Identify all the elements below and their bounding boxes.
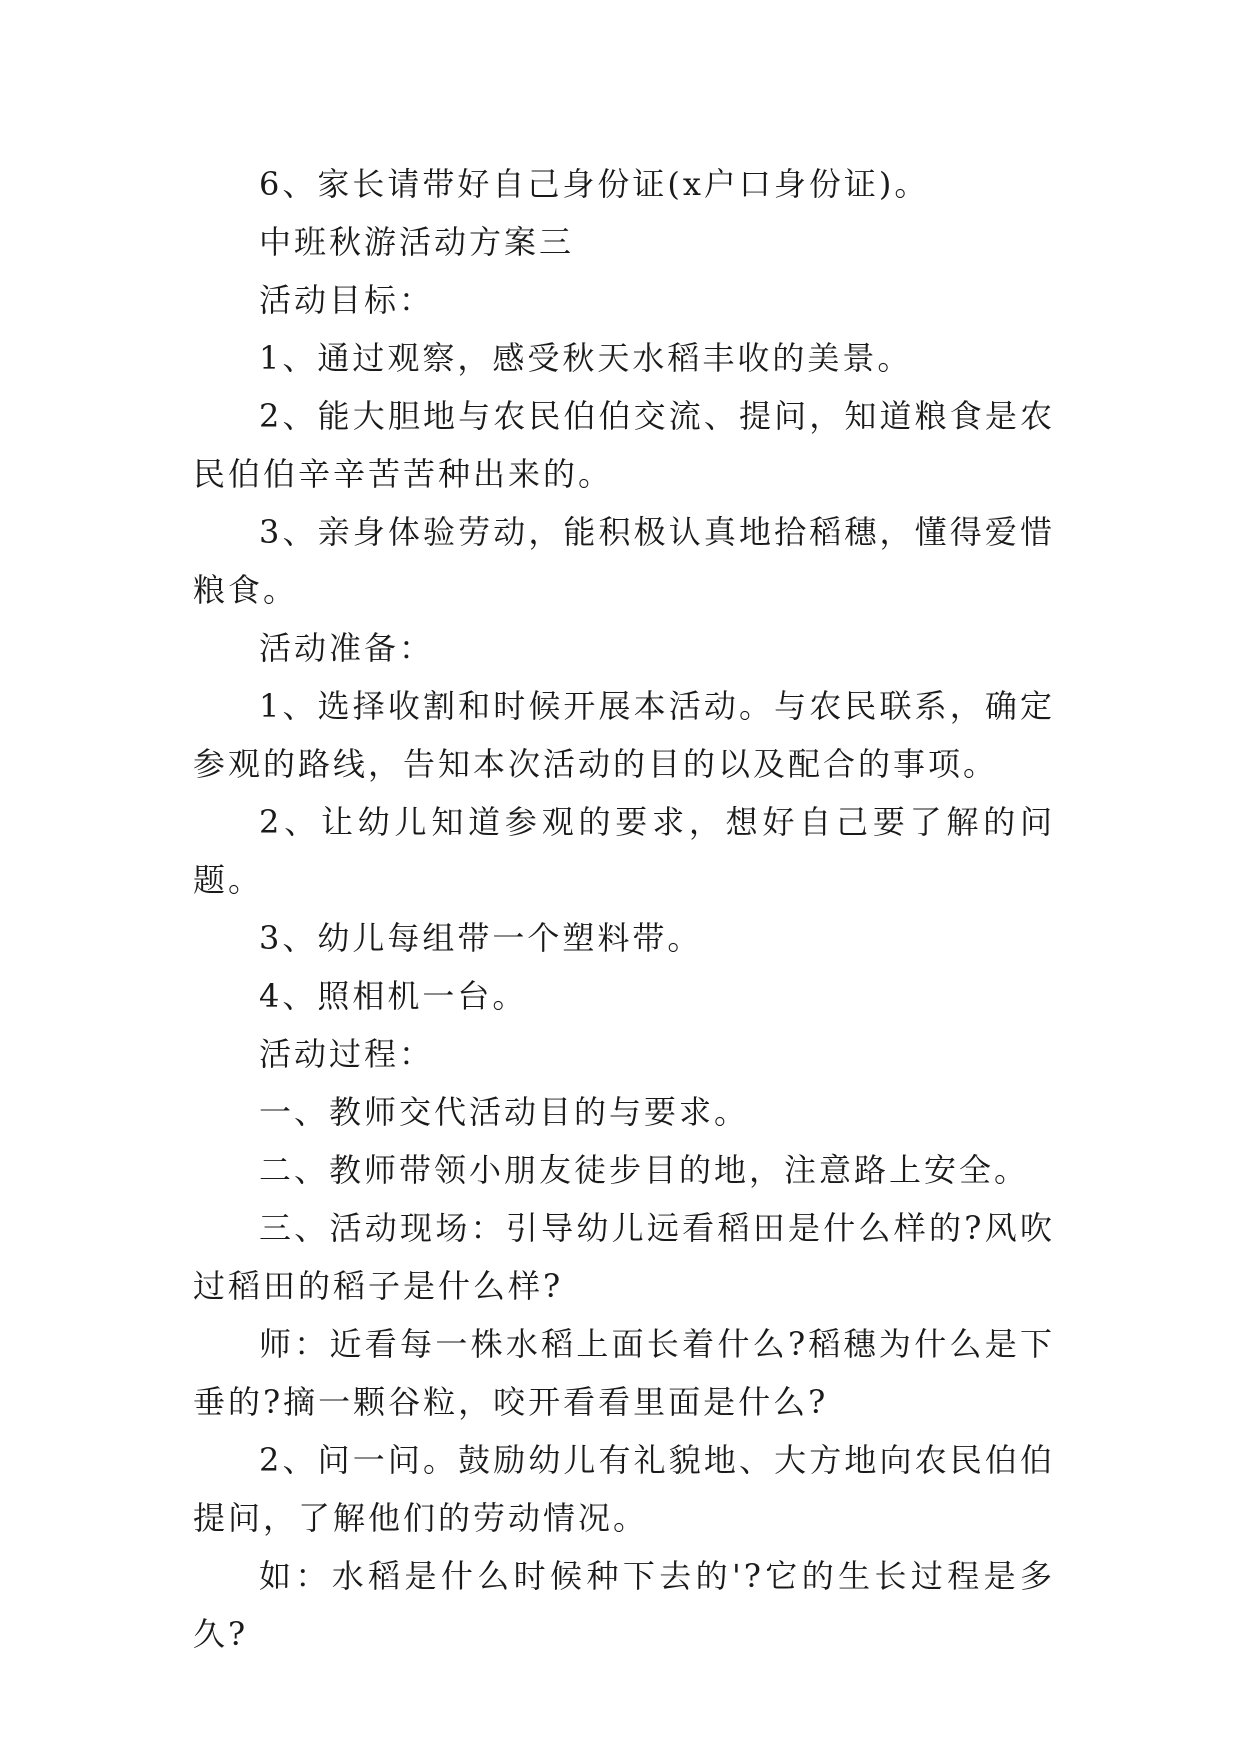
teacher-questions: 师：近看每一株水稻上面长着什么?稻穗为什么是下垂的?摘一颗谷粒，咬开看看里面是什么? xyxy=(193,1325,1055,1421)
goal-item-1: 1、通过观察，感受秋天水稻丰收的美景。 xyxy=(259,339,913,377)
heading-process: 活动过程： xyxy=(259,1035,435,1073)
section-title: 中班秋游活动方案三 xyxy=(259,223,575,261)
process-step-1: 一、教师交代活动目的与要求。 xyxy=(259,1093,750,1131)
preparation-item-2: 2、让幼儿知道参观的要求，想好自己要了解的问题。 xyxy=(193,803,1055,899)
heading-goals: 活动目标： xyxy=(259,281,435,319)
document-body xyxy=(193,155,1055,1663)
process-step-2: 二、教师带领小朋友徒步目的地，注意路上安全。 xyxy=(259,1151,1030,1189)
preparation-item-1: 1、选择收割和时候开展本活动。与农民联系，确定参观的路线，告知本次活动的目的以及配合的事项。 xyxy=(193,687,1055,783)
goal-item-3: 3、亲身体验劳动，能积极认真地拾稻穗，懂得爱惜粮食。 xyxy=(193,513,1055,609)
example-questions: 如：水稻是什么时候种下去的'?它的生长过程是多久? xyxy=(193,1557,1055,1653)
process-step-3: 三、活动现场：引导幼儿远看稻田是什么样的?风吹过稻田的稻子是什么样? xyxy=(193,1209,1055,1305)
heading-preparation: 活动准备： xyxy=(259,629,435,667)
preparation-item-4: 4、照相机一台。 xyxy=(259,977,528,1015)
preparation-item-3: 3、幼儿每组带一个塑料带。 xyxy=(259,919,703,957)
paragraph-id-card-note: 6、家长请带好自己身份证(x户口身份证)。 xyxy=(259,165,930,203)
goal-item-2: 2、能大胆地与农民伯伯交流、提问，知道粮食是农民伯伯辛辛苦苦种出来的。 xyxy=(193,397,1055,493)
ask-step: 2、问一问。鼓励幼儿有礼貌地、大方地向农民伯伯提问，了解他们的劳动情况。 xyxy=(193,1441,1055,1537)
